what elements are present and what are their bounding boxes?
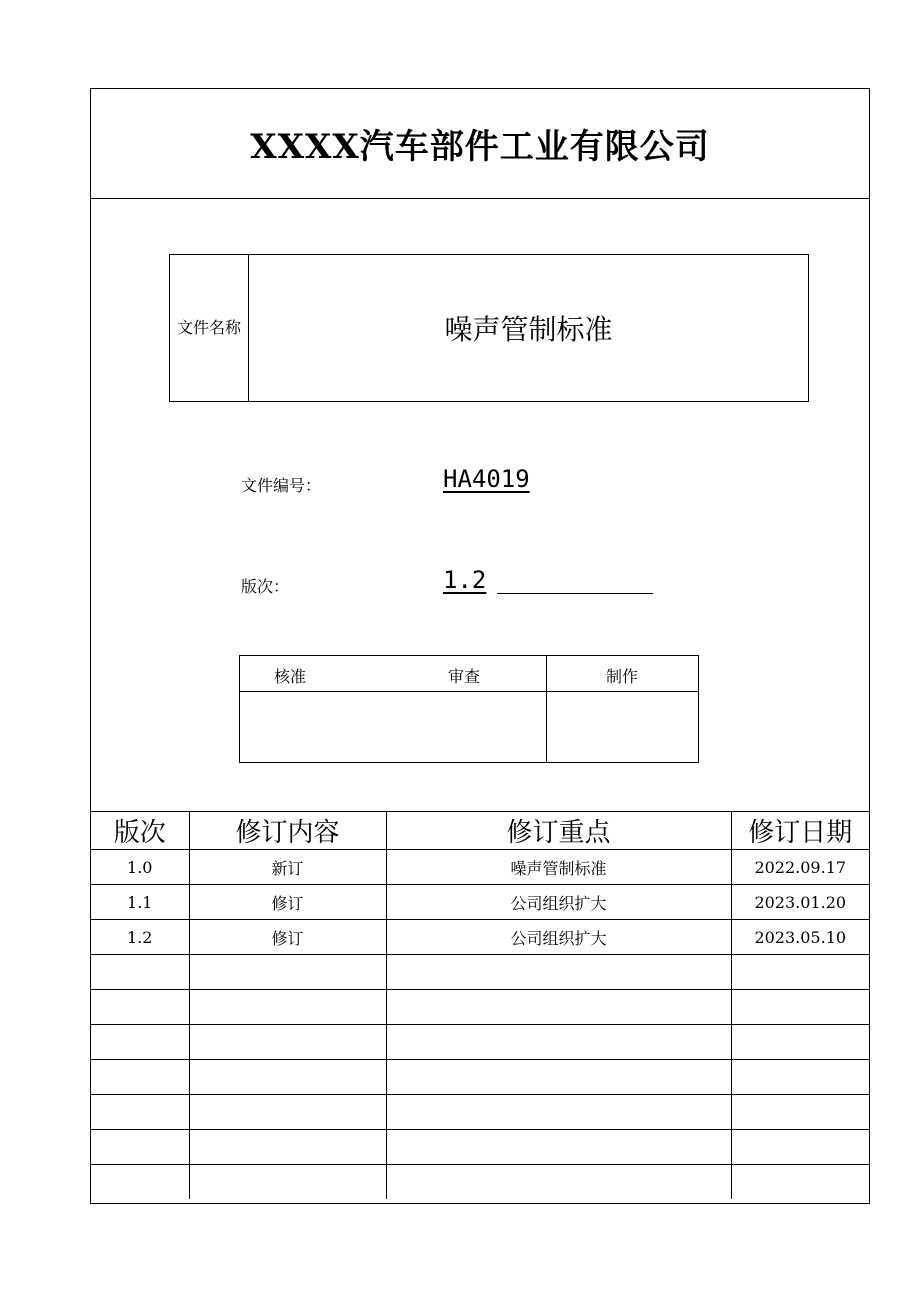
revision-header-row bbox=[91, 812, 869, 850]
approve-label: 核准 bbox=[274, 667, 307, 686]
key-points-cell: 公司组织扩大 bbox=[386, 920, 731, 955]
date-cell: 2023.05.10 bbox=[731, 920, 869, 955]
table-row bbox=[91, 955, 869, 990]
version-cell bbox=[91, 990, 189, 1025]
version-value: 1.2 bbox=[443, 566, 487, 594]
table-row bbox=[91, 920, 869, 955]
document-name-value: 噪声管制标准 bbox=[444, 313, 613, 346]
date-cell: 2023.01.20 bbox=[731, 885, 869, 920]
document-name-box bbox=[169, 254, 809, 402]
table-row bbox=[91, 1060, 869, 1095]
version-cell: 1.2 bbox=[91, 920, 189, 955]
version-blank-line bbox=[497, 593, 653, 594]
content-cell: 修订 bbox=[189, 885, 386, 920]
content-cell bbox=[189, 955, 386, 990]
key-points-cell bbox=[386, 955, 731, 990]
table-row bbox=[91, 1165, 869, 1200]
date-cell bbox=[731, 1165, 869, 1200]
key-points-cell bbox=[386, 1130, 731, 1165]
date-cell bbox=[731, 1025, 869, 1060]
table-row bbox=[91, 850, 869, 885]
version-cell: 1.1 bbox=[91, 885, 189, 920]
date-cell bbox=[731, 955, 869, 990]
date-cell: 2022.09.17 bbox=[731, 850, 869, 885]
document-frame bbox=[90, 88, 870, 1204]
version-cell: 1.0 bbox=[91, 850, 189, 885]
key-points-cell bbox=[386, 1025, 731, 1060]
key-points-cell bbox=[386, 1095, 731, 1130]
approval-divider bbox=[546, 656, 547, 762]
content-cell bbox=[189, 1025, 386, 1060]
date-cell bbox=[731, 1130, 869, 1165]
version-cell bbox=[91, 1025, 189, 1060]
content-cell bbox=[189, 1165, 386, 1200]
revision-table bbox=[91, 811, 869, 1199]
version-cell bbox=[91, 1095, 189, 1130]
content-cell bbox=[189, 990, 386, 1025]
document-number-value: HA4019 bbox=[443, 465, 530, 493]
table-row bbox=[91, 1095, 869, 1130]
key-points-cell: 公司组织扩大 bbox=[386, 885, 731, 920]
review-label: 审查 bbox=[448, 667, 481, 686]
table-row bbox=[91, 1130, 869, 1165]
version-cell bbox=[91, 955, 189, 990]
content-cell bbox=[189, 1095, 386, 1130]
header-version: 版次 bbox=[91, 812, 189, 850]
table-row bbox=[91, 1025, 869, 1060]
content-cell bbox=[189, 1130, 386, 1165]
key-points-cell bbox=[386, 1165, 731, 1200]
date-cell bbox=[731, 1060, 869, 1095]
content-cell: 修订 bbox=[189, 920, 386, 955]
key-points-cell bbox=[386, 1060, 731, 1095]
key-points-cell: 噪声管制标准 bbox=[386, 850, 731, 885]
table-row bbox=[91, 990, 869, 1025]
content-cell bbox=[189, 1060, 386, 1095]
content-cell: 新订 bbox=[189, 850, 386, 885]
company-name: XXXX汽车部件工业有限公司 bbox=[250, 127, 710, 167]
header-key-points: 修订重点 bbox=[386, 812, 731, 850]
document-number-label: 文件编号： bbox=[241, 476, 322, 495]
date-cell bbox=[731, 990, 869, 1025]
version-cell bbox=[91, 1060, 189, 1095]
key-points-cell bbox=[386, 990, 731, 1025]
date-cell bbox=[731, 1095, 869, 1130]
table-row bbox=[91, 885, 869, 920]
made-label: 制作 bbox=[606, 667, 639, 686]
document-name-label: 文件名称 bbox=[170, 255, 249, 401]
version-cell bbox=[91, 1130, 189, 1165]
title-band bbox=[91, 89, 869, 199]
header-content: 修订内容 bbox=[189, 812, 386, 850]
approval-box bbox=[239, 655, 699, 763]
version-label: 版次： bbox=[241, 577, 290, 596]
version-cell bbox=[91, 1165, 189, 1200]
header-date: 修订日期 bbox=[731, 812, 869, 850]
